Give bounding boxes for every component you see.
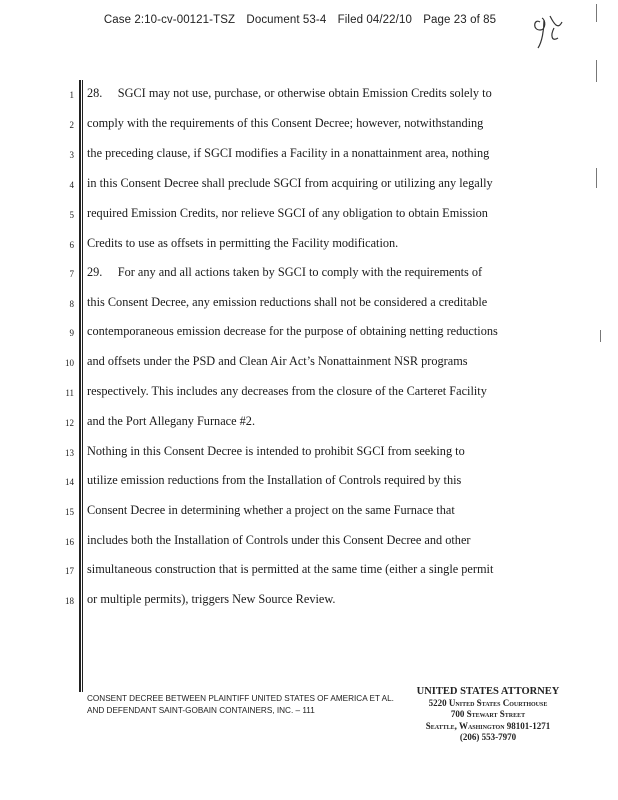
body-line: simultaneous construction that is permitted at the same time (either a single permit (87, 562, 494, 576)
line-number: 6 (69, 240, 74, 250)
case-number: Case 2:10-cv-00121-TSZ (103, 14, 236, 26)
body-line: includes both the Installation of Controls under this Consent Decree and other (87, 533, 471, 547)
line-number: 16 (65, 537, 74, 547)
scan-artifact (596, 60, 597, 82)
line-number: 17 (65, 566, 74, 576)
body-line: and offsets under the PSD and Clean Air Act’s Nonattainment NSR programs (87, 354, 468, 368)
body-line: and the Port Allegany Furnace #2. (87, 414, 256, 428)
phone-number: (206) 553-7970 (459, 732, 517, 742)
line-number: 14 (65, 477, 74, 487)
body-line: in this Consent Decree shall preclude SGCI from acquiring or utilizing any legally (87, 176, 493, 190)
caption-line-1: CONSENT DECREE BETWEEN PLAINTIFF UNITED STATES OF AMERICA ET AL. (87, 694, 394, 703)
body-line: 29. For any and all actions taken by SGCI to comply with the requirements of (87, 265, 483, 279)
line-number: 12 (65, 418, 74, 428)
document-number: Document 53-4 (246, 14, 327, 26)
body-line: contemporaneous emission decrease for the purpose of obtaining netting reductions (87, 324, 498, 338)
line-number: 4 (69, 180, 74, 190)
body-line: comply with the requirements of this Consent Decree; however, notwithstanding (87, 116, 484, 130)
page-number: Page 23 of 85 (423, 14, 497, 26)
line-number: 18 (65, 596, 74, 606)
line-number: 9 (69, 328, 74, 338)
body-line: required Emission Credits, nor relieve SGCI of any obligation to obtain Emission (87, 206, 488, 220)
scan-artifact (596, 4, 597, 22)
address-line-3: Seattle, Washington 98101-1271 (425, 720, 551, 731)
filed-date: Filed 04/22/10 (337, 14, 412, 26)
line-number: 15 (65, 507, 74, 517)
body-line: utilize emission reductions from the Installation of Controls required by this (87, 473, 462, 487)
margin-rule-left (79, 80, 81, 692)
line-number: 7 (69, 269, 74, 279)
body-line: Nothing in this Consent Decree is intended to prohibit SGCI from seeking to (87, 444, 465, 458)
line-number: 2 (69, 120, 74, 130)
line-number: 10 (65, 358, 74, 368)
address-line-2: 700 Stewart Street (450, 709, 526, 719)
line-number: 3 (69, 150, 74, 160)
document-caption (87, 693, 397, 717)
body-line: or multiple permits), triggers New Source Review. (87, 592, 336, 606)
body-line: this Consent Decree, any emission reductions shall not be considered a creditable (87, 295, 488, 309)
caption-line-2: AND DEFENDANT SAINT-GOBAIN CONTAINERS, INC. – 111 (87, 706, 315, 715)
address-line-1: 5220 United States Courthouse (428, 697, 548, 708)
line-number: 11 (65, 388, 74, 398)
line-number: 1 (69, 90, 74, 100)
handwritten-initials (528, 8, 568, 52)
body-line: Credits to use as offsets in permitting the Facility modification. (87, 236, 399, 250)
body-line: 28. SGCI may not use, purchase, or otherwise obtain Emission Credits solely to (87, 86, 492, 100)
line-number: 13 (65, 448, 74, 458)
attorney-address-block (398, 686, 578, 744)
case-header (0, 14, 600, 26)
body-line: the preceding clause, if SGCI modifies a Facility in a nonattainment area, nothing (87, 146, 490, 160)
body-line: Consent Decree in determining whether a project on the same Furnace that (87, 503, 455, 517)
body-line: respectively. This includes any decreases from the closure of the Carteret Facility (87, 384, 487, 398)
line-number: 5 (69, 210, 74, 220)
margin-rule-right (82, 80, 83, 692)
office-title: UNITED STATES ATTORNEY (416, 686, 560, 697)
line-number: 8 (69, 299, 74, 309)
